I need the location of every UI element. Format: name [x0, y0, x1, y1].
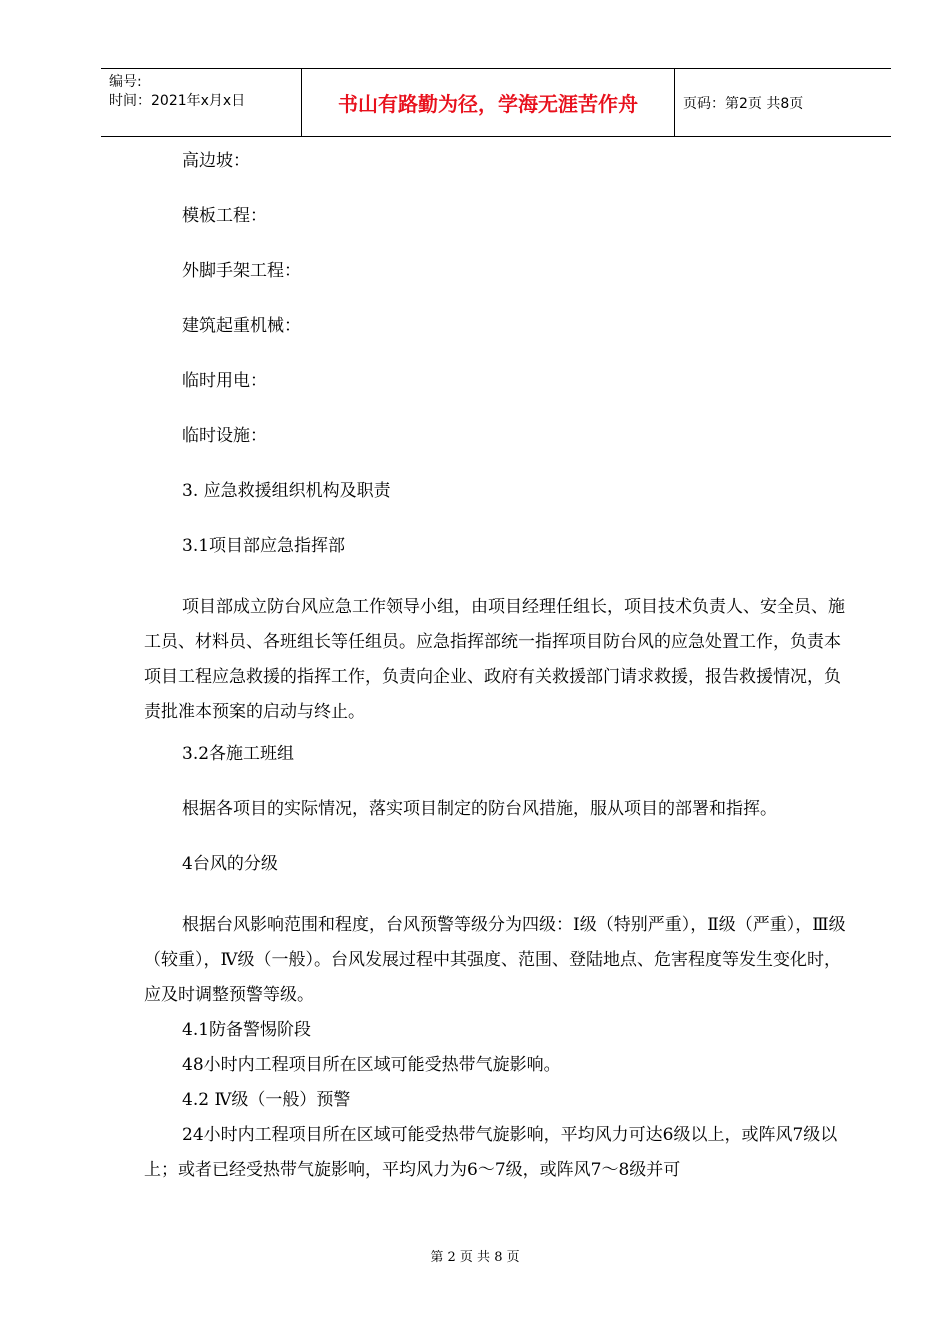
header-motto: 书山有路勤为径，学海无涯苦作舟 — [302, 69, 675, 136]
section-4-1-heading: 4.1防备警惕阶段 — [182, 1020, 312, 1040]
header-meta-cell — [101, 69, 302, 136]
list-item: 模板工程： — [182, 206, 267, 226]
time-label: 时间：2021年x月x日 — [109, 93, 246, 109]
page-header — [101, 68, 891, 137]
list-item: 高边坡： — [182, 151, 250, 171]
section-4-heading: 4台风的分级 — [182, 854, 278, 874]
section-3-heading: 3. 应急救援组织机构及职责 — [182, 481, 391, 501]
section-3-2-paragraph: 根据各项目的实际情况，落实项目制定的防台风措施，服从项目的部署和指挥。 — [182, 799, 777, 819]
code-label: 编号: — [109, 74, 142, 90]
section-4-2-paragraph: 24小时内工程项目所在区域可能受热带气旋影响，平均风力可达6级以上，或阵风7级以上；或者已经受热带气旋影响，平均风力为6～7级，或阵风7～8级并可 — [144, 1125, 838, 1180]
section-4-2-heading: 4.2 Ⅳ级（一般）预警 — [182, 1090, 351, 1110]
document-body — [144, 150, 854, 1188]
section-3-1-heading: 3.1项目部应急指挥部 — [182, 536, 346, 556]
section-4-paragraph: 根据台风影响范围和程度，台风预警等级分为四级：Ⅰ级（特别严重），Ⅱ级（严重），Ⅲ级（较重），Ⅳ级（一般）。台风发展过程中其强度、范围、登陆地点、危害程度等发生变化时，应及时调整预警等级。 — [144, 915, 846, 1005]
page-footer: 第 2 页 共 8 页 — [430, 1250, 520, 1265]
section-4-1-paragraph: 48小时内工程项目所在区域可能受热带气旋影响。 — [182, 1055, 561, 1075]
list-item: 外脚手架工程： — [182, 261, 301, 281]
list-item: 建筑起重机械： — [182, 316, 301, 336]
section-3-1-paragraph: 项目部成立防台风应急工作领导小组，由项目经理任组长，项目技术负责人、安全员、施工员、材料员、各班组长等任组员。应急指挥部统一指挥项目防台风的应急处置工作，负责本项目工程应急救援的指挥工作，负责向企业、政府有关救援部门请求救援，报告救援情况，负责批准本预案的启动与终止。 — [144, 597, 845, 722]
header-page-info: 页码：第2页 共8页 — [683, 95, 804, 112]
list-item: 临时设施： — [182, 426, 267, 446]
list-item: 临时用电： — [182, 371, 267, 391]
section-3-2-heading: 3.2各施工班组 — [182, 744, 295, 764]
